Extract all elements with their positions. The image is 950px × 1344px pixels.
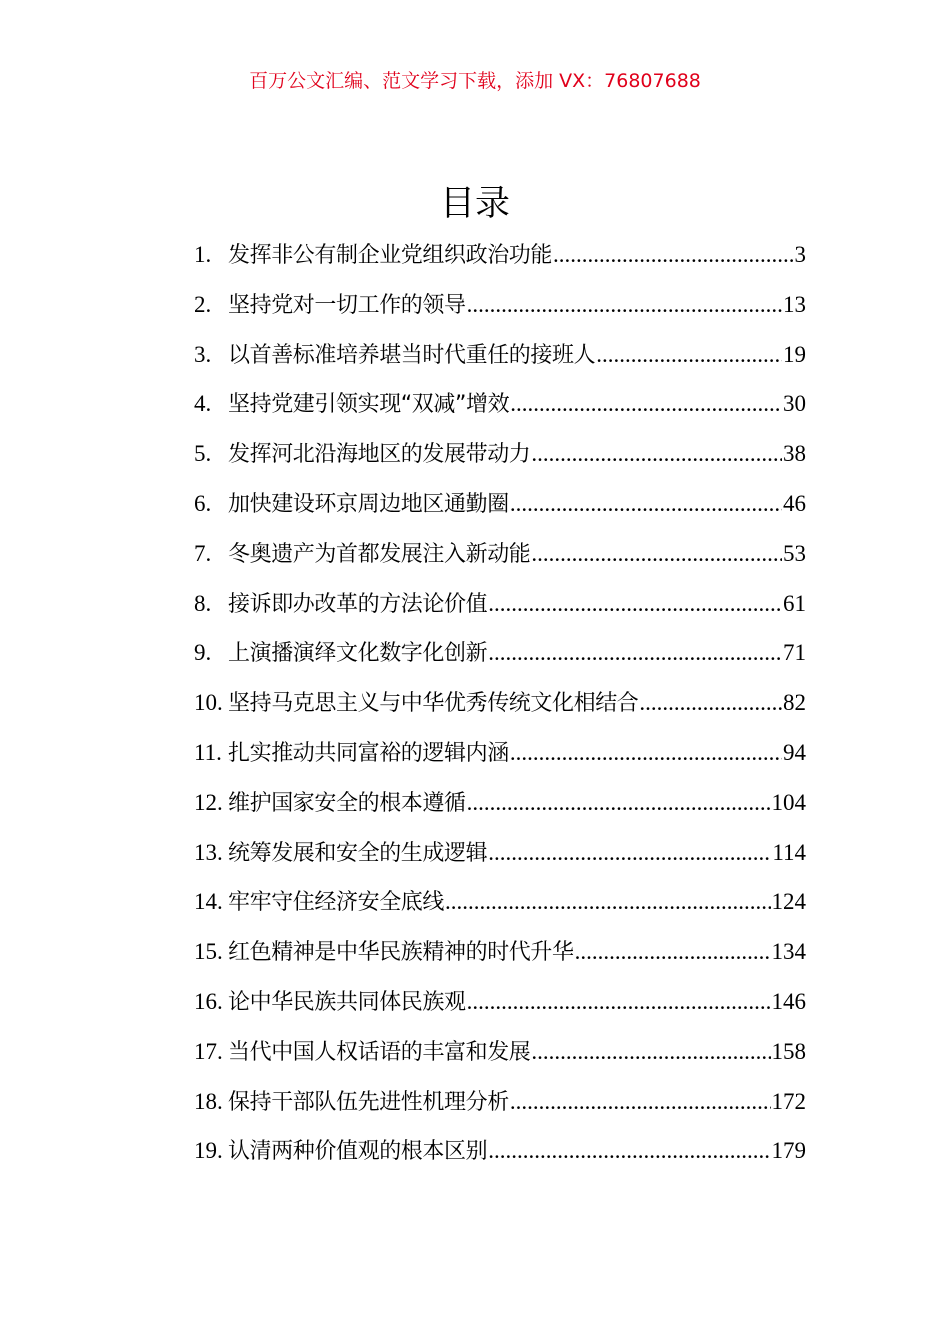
toc-entry[interactable] <box>194 877 806 927</box>
toc-entry-page: 30 <box>783 391 806 417</box>
toc-entry-title: 坚持党对一切工作的领导 <box>228 292 466 318</box>
toc-entry-page: 61 <box>783 590 806 616</box>
toc-entry-title: 当代中国人权话语的丰富和发展 <box>228 1039 531 1065</box>
toc-dot-leader <box>445 877 770 927</box>
toc-dot-leader <box>488 628 782 678</box>
toc-dot-leader <box>510 728 782 778</box>
toc-entry[interactable] <box>194 728 806 778</box>
toc-entry-title: 认清两种价值观的根本区别 <box>228 1139 488 1165</box>
toc-entry-number: 13. <box>194 839 223 865</box>
toc-entry-page: 94 <box>783 739 806 765</box>
toc-title: 目录 <box>439 184 510 224</box>
toc-entry-page: 71 <box>783 640 806 666</box>
toc-dot-leader <box>467 977 771 1027</box>
toc-dot-leader <box>510 1077 771 1127</box>
toc-entry-page: 124 <box>771 889 806 915</box>
toc-entry-page: 172 <box>771 1088 806 1114</box>
toc-dot-leader <box>531 1027 770 1077</box>
toc-entry-number: 16. <box>194 988 223 1014</box>
toc-entry[interactable] <box>194 628 806 678</box>
toc-entry-title: 发挥非公有制企业党组织政治功能 <box>228 243 553 268</box>
toc-entry-number: 19. <box>194 1138 223 1164</box>
toc-entry-number: 11. <box>194 739 222 765</box>
toc-entry-page: 38 <box>783 441 806 467</box>
toc-entry-number: 7. <box>194 540 212 566</box>
toc-entry[interactable] <box>194 1126 806 1176</box>
toc-entry-number: 12. <box>194 789 223 815</box>
toc-entry-title: 坚持马克思主义与中华优秀传统文化相结合 <box>228 691 639 717</box>
toc-entry-number: 3. <box>194 341 212 367</box>
toc-dot-leader <box>488 1126 770 1176</box>
toc-entry-page: 104 <box>771 789 806 815</box>
toc-entry-title: 加快建设环京周边地区通勤圈 <box>228 491 509 517</box>
toc-entry[interactable] <box>194 927 806 977</box>
toc-entry-number: 5. <box>194 441 212 467</box>
toc-entry-title: 上演播演绎文化数字化创新 <box>228 641 488 667</box>
toc-entry-title: 冬奥遗产为首都发展注入新动能 <box>228 541 531 567</box>
toc-entry-page: 13 <box>783 291 806 317</box>
toc-dot-leader <box>531 529 782 579</box>
toc-entry-title: 以首善标准培养堪当时代重任的接班人 <box>228 342 596 368</box>
toc-entry-page: 19 <box>783 341 806 367</box>
toc-entry[interactable] <box>194 379 806 429</box>
toc-dot-leader <box>510 479 782 529</box>
toc-entry-page: 114 <box>772 839 806 865</box>
toc-entry-number: 6. <box>194 490 212 516</box>
toc-dot-leader <box>639 678 782 728</box>
toc-dot-leader <box>488 579 782 629</box>
toc-entry[interactable] <box>194 1077 806 1127</box>
toc-dot-leader <box>596 330 782 380</box>
toc-entry-title: 统筹发展和安全的生成逻辑 <box>228 840 488 866</box>
toc-dot-leader <box>575 927 771 977</box>
toc-entry[interactable] <box>194 977 806 1027</box>
page-header-banner: 百万公文汇编、范文学习下载，添加 VX：76807688 <box>249 70 701 92</box>
toc-entry-number: 14. <box>194 889 223 915</box>
toc-entry-title: 坚持党建引领实现“双减”增效 <box>228 392 510 418</box>
toc-entry[interactable] <box>194 828 806 878</box>
toc-dot-leader <box>510 379 782 429</box>
toc-entry-page: 3 <box>794 242 806 267</box>
toc-entry-title: 红色精神是中华民族精神的时代升华 <box>228 940 574 966</box>
toc-list <box>194 230 806 1176</box>
toc-entry-page: 53 <box>783 540 806 566</box>
toc-entry-page: 46 <box>783 490 806 516</box>
toc-entry-page: 134 <box>771 939 806 965</box>
toc-dot-leader <box>467 280 782 330</box>
toc-dot-leader <box>467 778 771 828</box>
toc-entry-number: 9. <box>194 640 212 666</box>
toc-entry-title: 牢牢守住经济安全底线 <box>228 890 445 916</box>
toc-dot-leader <box>488 828 771 878</box>
toc-entry-title: 接诉即办改革的方法论价值 <box>228 591 488 617</box>
toc-entry-title: 发挥河北沿海地区的发展带动力 <box>228 442 531 468</box>
toc-entry[interactable] <box>194 1027 806 1077</box>
toc-entry[interactable] <box>194 678 806 728</box>
toc-entry[interactable] <box>194 579 806 629</box>
toc-entry[interactable] <box>194 280 806 330</box>
toc-entry-title: 维护国家安全的根本遵循 <box>228 790 466 816</box>
toc-dot-leader <box>531 429 782 479</box>
toc-entry[interactable] <box>194 529 806 579</box>
toc-dot-leader <box>553 230 793 280</box>
toc-entry-number: 4. <box>194 391 212 417</box>
toc-entry[interactable] <box>194 778 806 828</box>
toc-entry-number: 1. <box>194 242 212 267</box>
toc-entry-number: 18. <box>194 1088 223 1114</box>
toc-entry-title: 论中华民族共同体民族观 <box>228 989 466 1015</box>
toc-entry-page: 146 <box>771 988 806 1014</box>
toc-entry-number: 17. <box>194 1038 223 1064</box>
toc-entry-number: 2. <box>194 291 212 317</box>
toc-entry-page: 82 <box>783 690 806 716</box>
toc-entry[interactable] <box>194 330 806 380</box>
toc-entry[interactable] <box>194 429 806 479</box>
toc-entry-title: 保持干部队伍先进性机理分析 <box>228 1089 509 1115</box>
toc-entry[interactable] <box>194 230 806 280</box>
toc-entry-page: 158 <box>771 1038 806 1064</box>
toc-entry-number: 10. <box>194 690 223 716</box>
toc-entry-number: 8. <box>194 590 212 616</box>
toc-entry-number: 15. <box>194 939 223 965</box>
toc-entry-page: 179 <box>771 1138 806 1164</box>
toc-entry[interactable] <box>194 479 806 529</box>
toc-entry-title: 扎实推动共同富裕的逻辑内涵 <box>228 740 509 766</box>
